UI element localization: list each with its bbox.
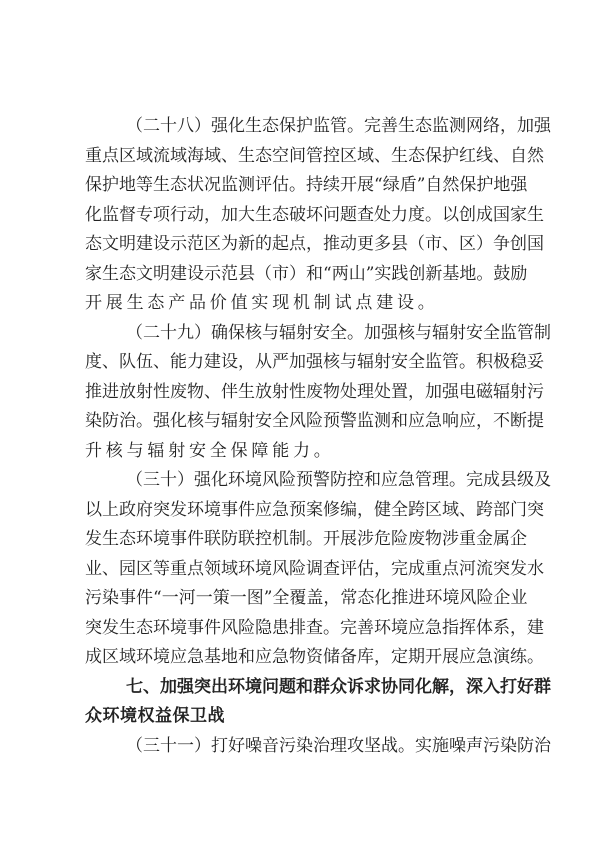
text-line: 发生态环境事件联防联控机制。开展涉危险废物涉重金属企 xyxy=(85,529,527,549)
text-line: 升核与辐射安全保障能力。 xyxy=(85,440,335,461)
text-line: 以上政府突发环境事件应急预案修编，健全跨区域、跨部门突 xyxy=(85,499,544,520)
text-line: 污染事件“一河一策一图”全覆盖，常态化推进环境风险企业 xyxy=(85,588,528,608)
text-line: 家生态文明建设示范县（市）和“两山”实践创新基地。鼓励 xyxy=(85,263,528,284)
text-line: 化监督专项行动，加大生态破坏问题查处力度。以创成国家生 xyxy=(85,204,544,225)
text-line: （三十）强化环境风险预警防控和应急管理。完成县级及 xyxy=(126,470,551,490)
text-line: 染防治。强化核与辐射安全风险预警监测和应急响应，不断提 xyxy=(85,411,544,431)
text-line: （二十八）强化生态保护监管。完善生态监测网络，加强 xyxy=(126,116,551,136)
paragraph-30 xyxy=(85,466,551,673)
heading-line: 七、加强突出环境问题和群众诉求协同化解，深入打好群 xyxy=(126,676,551,697)
text-line: 保护地等生态状况监测评估。持续开展“绿盾”自然保护地强 xyxy=(85,175,528,195)
paragraph-31 xyxy=(85,732,551,762)
text-line: （三十一）打好噪音污染治理攻坚战。实施噪声污染防治 xyxy=(126,735,551,756)
text-line: 开展生态产品价值实现机制试点建设。 xyxy=(85,293,439,313)
text-line: 推进放射性废物、伴生放射性废物处理处置，加强电磁辐射污 xyxy=(85,381,544,402)
heading-line: 众环境权益保卫战 xyxy=(85,706,225,726)
text-line: 重点区域流域海域、生态空间管控区域、生态保护红线、自然 xyxy=(85,145,544,166)
text-line: 度、队伍、能力建设，从严加强核与辐射安全监管。积极稳妥 xyxy=(85,352,544,372)
text-line: 成区域环境应急基地和应急物资储备库，定期开展应急演练。 xyxy=(85,647,544,667)
text-line: （二十九）确保核与辐射安全。加强核与辐射安全监管制 xyxy=(126,322,551,343)
text-line: 突发生态环境事件风险隐患排查。完善环境应急指挥体系，建 xyxy=(85,617,544,638)
document-page xyxy=(85,112,551,761)
paragraph-28 xyxy=(85,112,551,319)
text-line: 态文明建设示范区为新的起点，推动更多县（市、区）争创国 xyxy=(85,234,544,254)
paragraph-29 xyxy=(85,319,551,467)
section-heading-7 xyxy=(85,673,551,732)
text-line: 业、园区等重点领域环境风险调查评估，完成重点河流突发水 xyxy=(85,558,544,579)
